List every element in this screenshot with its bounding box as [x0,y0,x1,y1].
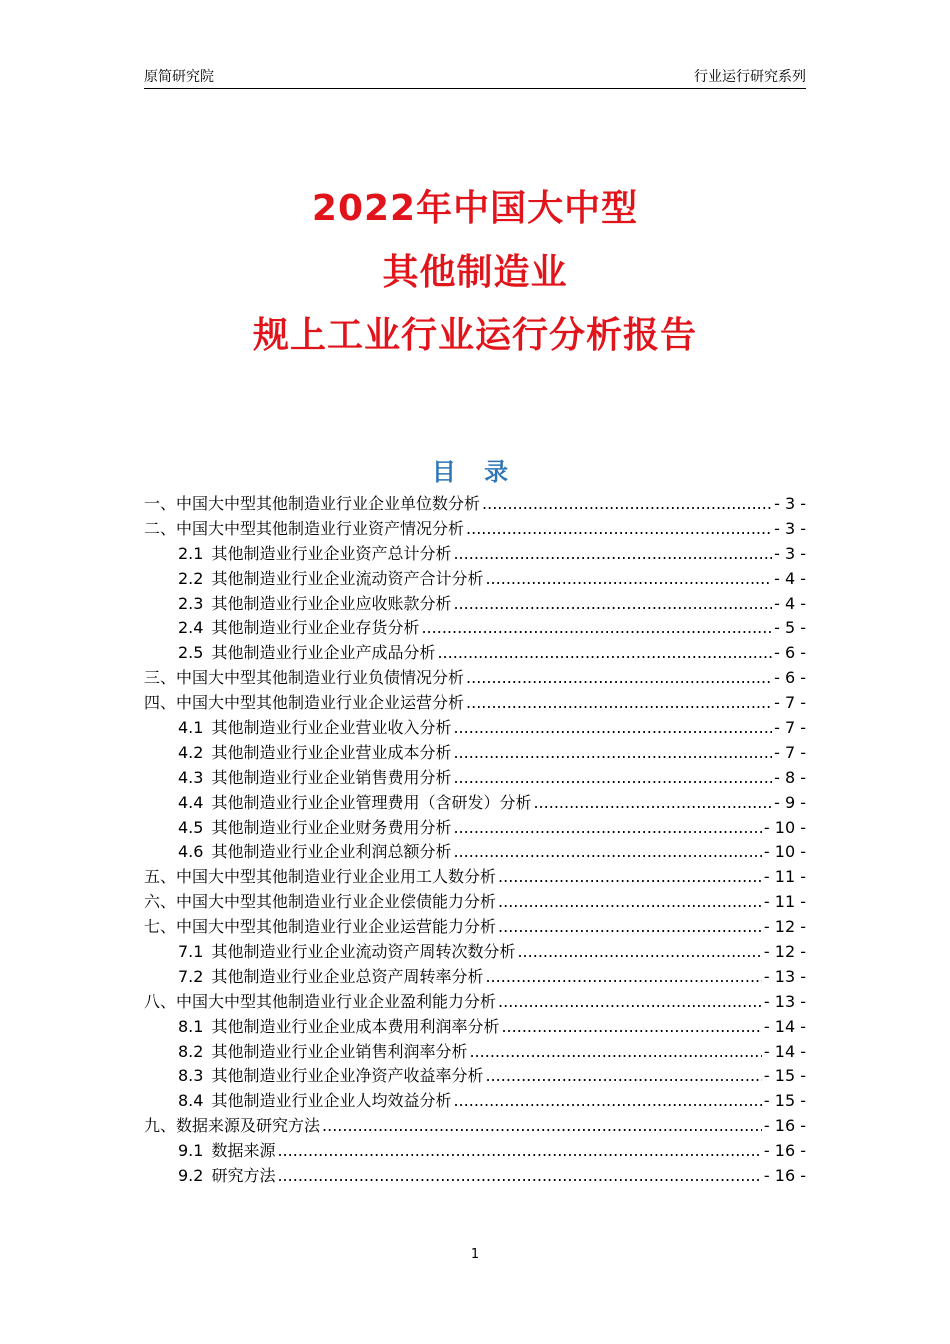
toc-entry-number: 7.2 [178,966,204,986]
toc-entry-page: - 6 - [774,643,806,663]
toc-entry-page: - 12 - [763,917,806,937]
toc-entry-page: - 7 - [774,718,806,738]
toc-entry-page: - 9 - [774,792,806,812]
toc-entry-title: 其他制造业行业企业管理费用（含研发）分析 [211,792,532,812]
toc-entry-number: 4.5 [178,817,204,837]
toc-entry-page: - 11 - [763,867,806,887]
toc-dot-leader [437,641,772,666]
toc-entry-title: 其他制造业行业企业产成品分析 [211,643,436,663]
toc-entry[interactable] [144,1064,806,1089]
toc-entry[interactable] [144,1164,806,1189]
toc-entry-page: - 5 - [774,618,806,638]
title-line-1: 2022年中国大中型 [311,188,639,229]
toc-entry[interactable] [144,840,806,865]
toc-entry-number: 4.3 [178,767,204,787]
toc-entry-page: - 15 - [763,1091,806,1111]
header-right-text: 行业运行研究系列 [694,69,806,85]
toc-entry-number: 4.1 [178,718,204,738]
toc-dot-leader [466,666,772,691]
toc-entry-title: 其他制造业行业企业流动资产合计分析 [211,568,484,588]
toc-entry-number: 7.1 [178,942,204,962]
toc-dot-leader [453,592,772,617]
toc-entry[interactable] [144,666,806,691]
toc-entry-title: 数据来源 [211,1141,276,1161]
title-line-3: 规上工业行业运行分析报告 [252,315,697,356]
toc-entry-number: 2.3 [178,593,204,613]
toc-entry[interactable] [144,741,806,766]
toc-entry[interactable] [144,915,806,940]
toc-entry-number: 4.6 [178,842,204,862]
toc-entry[interactable] [144,517,806,542]
header-left-text: 原简研究院 [144,69,214,85]
toc-entry-title: 其他制造业行业企业营业收入分析 [211,718,452,738]
toc-entry-page: - 14 - [763,1016,806,1036]
toc-entry[interactable] [144,567,806,592]
toc-entry-title: 三、中国大中型其他制造业行业负债情况分析 [144,668,465,688]
toc-entry-number: 2.1 [178,543,204,563]
toc-entry[interactable] [144,492,806,517]
toc-entry[interactable] [144,616,806,641]
toc-dot-leader [498,915,762,940]
toc-dot-leader [277,1164,761,1189]
toc-entry-page: - 11 - [763,892,806,912]
toc-entry[interactable] [144,1089,806,1114]
toc-dot-leader [453,542,772,567]
page-number: 1 [470,1247,480,1262]
toc-dot-leader [485,1064,761,1089]
toc-entry[interactable] [144,865,806,890]
toc-dot-leader [517,940,761,965]
toc-dot-leader [277,1139,761,1164]
toc-entry-number: 4.2 [178,742,204,762]
toc-dot-leader [453,741,772,766]
toc-entry-page: - 3 - [774,494,806,513]
toc-entry-number: 8.2 [178,1041,204,1061]
toc-entry[interactable] [144,641,806,666]
page-header [144,66,806,89]
toc-entry-number: 2.2 [178,568,204,588]
toc-entry[interactable] [144,791,806,816]
toc-dot-leader [498,890,762,915]
toc-entry[interactable] [144,1040,806,1065]
toc-entry[interactable] [144,816,806,841]
toc-dot-leader [421,616,772,641]
toc-entry-title: 六、中国大中型其他制造业行业企业偿债能力分析 [144,892,497,912]
toc-dot-leader [453,1089,761,1114]
toc-entry-title: 二、中国大中型其他制造业行业资产情况分析 [144,518,465,538]
toc-entry-number: 8.4 [178,1091,204,1111]
toc-entry[interactable] [144,890,806,915]
toc-dot-leader [485,567,772,592]
toc-dot-leader [469,1040,761,1065]
toc-entry-title: 其他制造业行业企业应收账款分析 [211,593,452,613]
toc-dot-leader [453,816,761,841]
toc-entry-title: 其他制造业行业企业销售费用分析 [211,767,452,787]
title-line-2: 其他制造业 [382,252,568,293]
toc-entry-title: 其他制造业行业企业利润总额分析 [211,842,452,862]
toc-entry-number: 8.1 [178,1016,204,1036]
toc-entry-page: - 6 - [774,668,806,688]
toc-entry-title: 其他制造业行业企业流动资产周转次数分析 [211,942,516,962]
toc-entry-title: 其他制造业行业企业营业成本分析 [211,742,452,762]
toc-entry-page: - 4 - [774,593,806,613]
toc-dot-leader [466,517,772,542]
toc-entry-title: 九、数据来源及研究方法 [144,1116,321,1136]
toc-entry-page: - 12 - [763,942,806,962]
toc-entry[interactable] [144,990,806,1015]
toc-entry-number: 4.4 [178,792,204,812]
toc-entry-page: - 10 - [763,817,806,837]
toc-entry-title: 一、中国大中型其他制造业行业企业单位数分析 [144,494,481,513]
toc-dot-leader [498,865,762,890]
toc-entry-page: - 14 - [763,1041,806,1061]
toc-entry[interactable] [144,1015,806,1040]
toc-entry-page: - 3 - [774,518,806,538]
toc-heading: 目 录 [431,458,519,486]
toc-entry-number: 8.3 [178,1066,204,1086]
toc-entry[interactable] [144,766,806,791]
toc-entry-page: - 3 - [774,543,806,563]
toc-entry-page: - 4 - [774,568,806,588]
toc-dot-leader [533,791,772,816]
toc-entry-title: 其他制造业行业企业财务费用分析 [211,817,452,837]
toc-entry-title: 八、中国大中型其他制造业行业企业盈利能力分析 [144,991,497,1011]
toc-entry-title: 其他制造业行业企业存货分析 [211,618,420,638]
toc-entry[interactable] [144,1114,806,1139]
toc-entry-page: - 7 - [774,742,806,762]
toc-dot-leader [453,840,761,865]
toc-entry[interactable] [144,965,806,990]
toc-entry-page: - 16 - [763,1166,806,1186]
toc-dot-leader [485,965,761,990]
toc-entry[interactable] [144,940,806,965]
toc-entry-title: 其他制造业行业企业销售利润率分析 [211,1041,468,1061]
toc-entry[interactable] [144,542,806,567]
toc-entry-title: 其他制造业行业企业净资产收益率分析 [211,1066,484,1086]
toc-entry-page: - 15 - [763,1066,806,1086]
toc-entry-page: - 16 - [763,1116,806,1136]
toc-dot-leader [501,1015,761,1040]
toc-entry-title: 其他制造业行业企业资产总计分析 [211,543,452,563]
toc-entry-page: - 16 - [763,1141,806,1161]
toc-dot-leader [322,1114,762,1139]
toc-entry-title: 四、中国大中型其他制造业行业企业运营分析 [144,693,465,713]
toc-entry-number: 9.2 [178,1166,204,1186]
toc-dot-leader [466,691,772,716]
toc-dot-leader [453,766,772,791]
toc-entry-title: 其他制造业行业企业总资产周转率分析 [211,966,484,986]
toc-entry-title: 七、中国大中型其他制造业行业企业运营能力分析 [144,917,497,937]
toc-dot-leader [453,716,772,741]
toc-entry-title: 五、中国大中型其他制造业行业企业用工人数分析 [144,867,497,887]
toc-entry-page: - 13 - [763,991,806,1011]
toc-entry[interactable] [144,1139,806,1164]
toc-entry-page: - 7 - [774,693,806,713]
toc-entry-number: 2.4 [178,618,204,638]
table-of-contents [144,492,806,1189]
toc-entry-page: - 8 - [774,767,806,787]
toc-entry-number: 2.5 [178,643,204,663]
toc-entry-page: - 10 - [763,842,806,862]
toc-entry-title: 研究方法 [211,1166,276,1186]
toc-entry-title: 其他制造业行业企业成本费用利润率分析 [211,1016,500,1036]
toc-dot-leader [482,492,772,517]
toc-entry-number: 9.1 [178,1141,204,1161]
toc-entry[interactable] [144,691,806,716]
toc-entry-page: - 13 - [763,966,806,986]
toc-entry-title: 其他制造业行业企业人均效益分析 [211,1091,452,1111]
toc-entry[interactable] [144,716,806,741]
toc-entry[interactable] [144,592,806,617]
toc-dot-leader [498,990,762,1015]
